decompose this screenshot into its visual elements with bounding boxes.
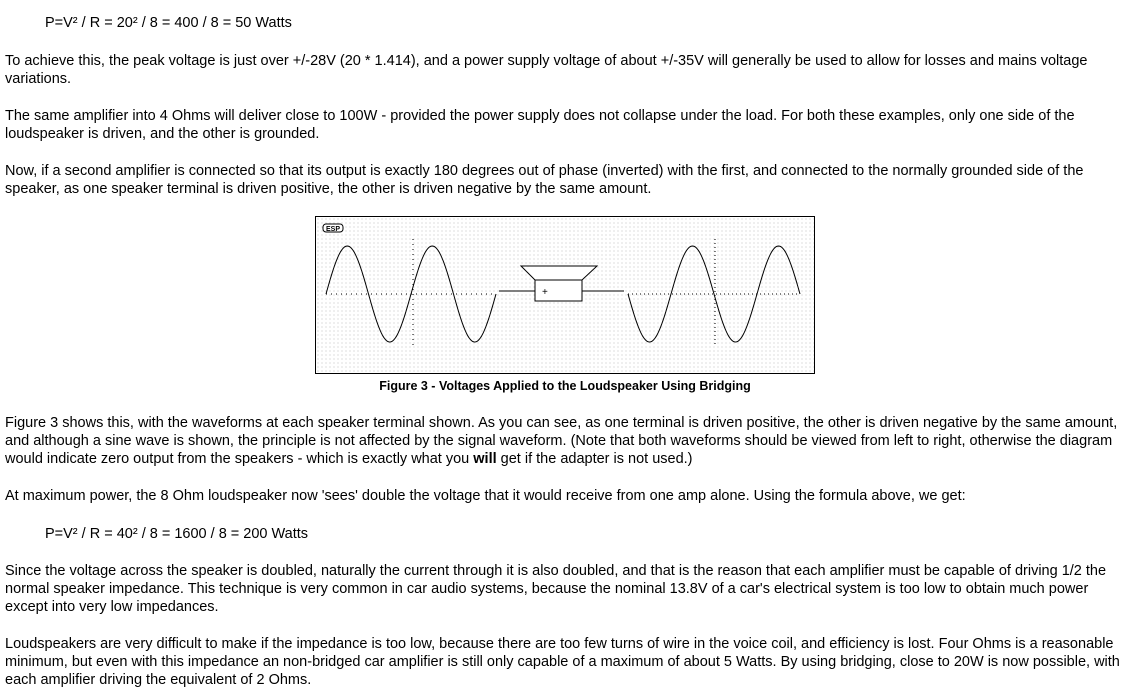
paragraph-figure-explanation (5, 414, 1125, 468)
formula-single-amp: P=V² / R = 20² / 8 = 400 / 8 = 50 Watts (45, 15, 292, 31)
paragraph-low-impedance: Loudspeakers are very difficult to make if the impedance is too low, because there are too few turns of wire in the voice coil, and efficiency is lost. Four Ohms is a reasonable minimum, but even with this impedance an non-bridged car amplifier is still only capable of a maximum of about 5 Watts. By using bridging, close to 20W is now possible, with each amplifier driving the equivalent of 2 Ohms. (5, 636, 1120, 688)
emphasis-will: will (473, 451, 497, 467)
paragraph-second-amplifier: Now, if a second amplifier is connected so that its output is exactly 180 degrees out of phase (inverted) with the first, and connected to the normally grounded side of the speaker, as one speaker terminal is driven positive, the other is driven negative by the same amount. (5, 163, 1084, 197)
right-terminal-waveform (628, 246, 800, 342)
loudspeaker-symbol (499, 266, 624, 301)
paragraph-figure-explanation-text: Figure 3 shows this, with the waveforms at each speaker terminal shown. As you can see, as one terminal is driven positive, the other is driven negative by the same amount, and although a sine wave is shown, the principle is not affected by the signal waveform. (Note that both waveforms should be viewed from left to right, otherwise the diagram would indicate zero output from the speakers - which is exactly what you (5, 415, 1118, 467)
formula-bridged: P=V² / R = 40² / 8 = 1600 / 8 = 200 Watts (45, 526, 309, 542)
paragraph-four-ohms: The same amplifier into 4 Ohms will deliver close to 100W - provided the power supply does not collapse under the load. For both these examples, only one side of the loudspeaker is driven, and the other is grounded. (5, 108, 1075, 142)
bridging-diagram-svg (316, 217, 814, 373)
svg-text:ESP: ESP (325, 226, 341, 233)
paragraph-figure-explanation-tail: get if the adapter is not used.) (496, 451, 693, 467)
paragraph-peak-voltage: To achieve this, the peak voltage is just over +/-28V (20 * 1.414), and a power supply voltage of about +/-35V will generally be used to allow for losses and mains voltage variations. (5, 53, 1088, 87)
speaker-cone (521, 266, 597, 280)
positive-terminal-mark: + (542, 287, 548, 298)
esp-logo (323, 224, 343, 233)
paragraph-voltage-doubled: Since the voltage across the speaker is doubled, naturally the current through it is also doubled, and that is the reason that each amplifier must be capable of driving 1/2 the normal speaker impedance. This technique is very common in car audio systems, because the nominal 13.8V of a car's electrical system is too low to obtain much power except into very low impedances. (5, 563, 1107, 615)
bridging-diagram (315, 216, 815, 374)
figure-caption: Figure 3 - Voltages Applied to the Loudspeaker Using Bridging (379, 379, 751, 393)
paragraph-maximum-power: At maximum power, the 8 Ohm loudspeaker now 'sees' double the voltage that it would receive from one amp alone. Using the formula above, we get: (5, 488, 966, 504)
